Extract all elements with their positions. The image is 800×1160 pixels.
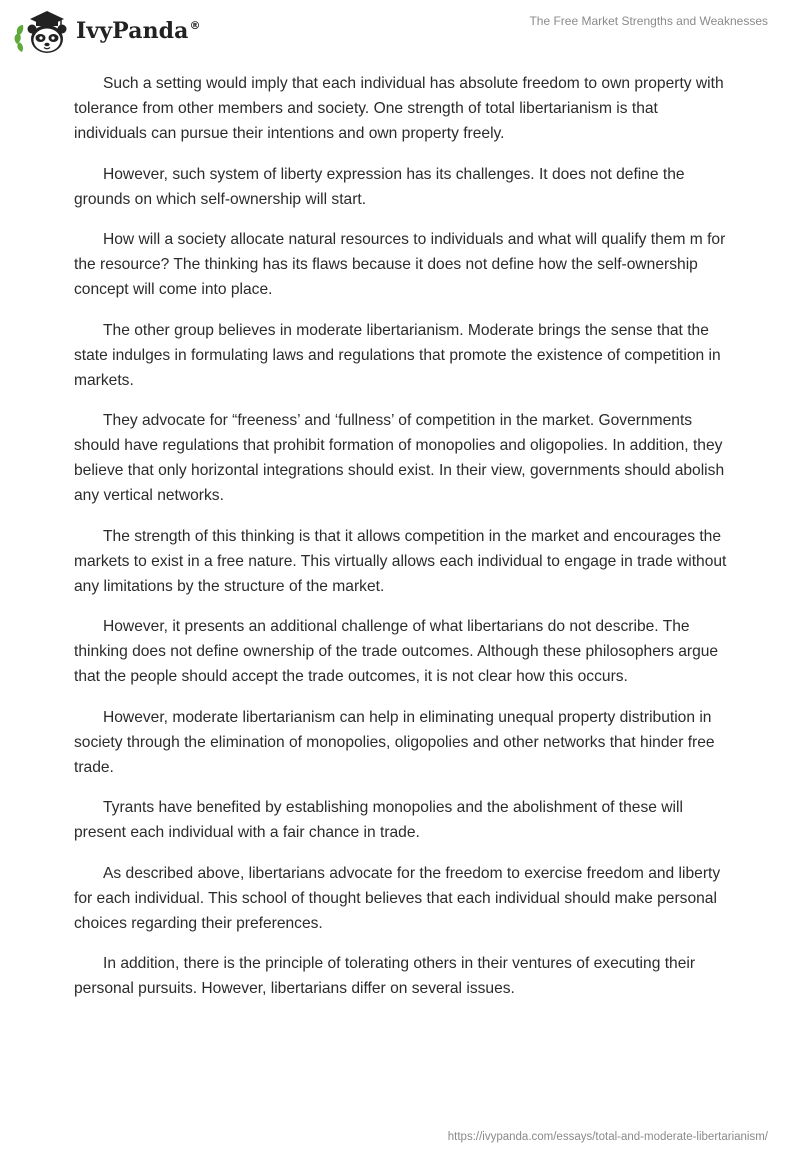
paragraph: The other group believes in moderate libertarianism. Moderate brings the sense that the state indulges in formulating laws and regulations that promote the existence of competition in markets. [74,321,721,389]
paragraph: Tyrants have benefited by establishing monopolies and the abolishment of these will present each individual with a fair chance in trade. [74,799,683,841]
paragraph: How will a society allocate natural resources to individuals and what will qualify them m for the resource? The thinking has its flaws because it does not define how the self-ownership concept will come into place. [74,231,726,298]
paragraph: The strength of this thinking is that it allows competition in the market and encourages the markets to exist in a free nature. This virtually allows each individual to engage in trade without any limitations by the structure of the market. [74,527,727,595]
paragraph: Such a setting would imply that each individual has absolute freedom to own property with tolerance from other members and society. One strength of total libertarianism is that individuals can pursue their intentions and own property freely. [74,75,724,142]
document-title: The Free Market Strengths and Weaknesses [529,14,768,28]
source-url-link[interactable]: https://ivypanda.com/essays/total-and-moderate-libertarianism/ [447,1131,768,1143]
registered-mark: ® [189,19,201,32]
paragraph: However, it presents an additional challenge of what libertarians do not describe. The thinking does not define ownership of the trade outcomes. Although these philosophers argue that the people should accept the trade outcomes, it is not clear how this occurs. [74,618,719,685]
paragraph: As described above, libertarians advocate for the freedom to exercise freedom and liberty for each individual. This school of thought believes that each individual should make personal choices regarding their preferences. [74,864,721,932]
paragraph: They advocate for “freeness’ and ‘fullness’ of competition in the market. Governments should have regulations that prohibit formation of monopolies and oligopolies. In addition, they believe that only horizontal integrations should exist. In their view, governments should abolish any vertical networks. [74,412,725,504]
panda-logo-icon [14,7,72,57]
brand-name-text: IvyPanda [76,18,189,44]
essay-body [74,71,734,1017]
paragraph: However, moderate libertarianism can help in eliminating unequal property distribution in society through the elimination of monopolies, oligopolies and other networks that hinder free trade. [74,708,715,776]
header [0,0,800,64]
brand-logo[interactable] [14,7,201,57]
paragraph: In addition, there is the principle of tolerating others in their ventures of executing their personal pursuits. However, libertarians differ on several issues. [74,955,696,997]
brand-name [76,18,201,44]
paragraph: However, such system of liberty expression has its challenges. It does not define the grounds on which self-ownership will start. [74,165,685,208]
